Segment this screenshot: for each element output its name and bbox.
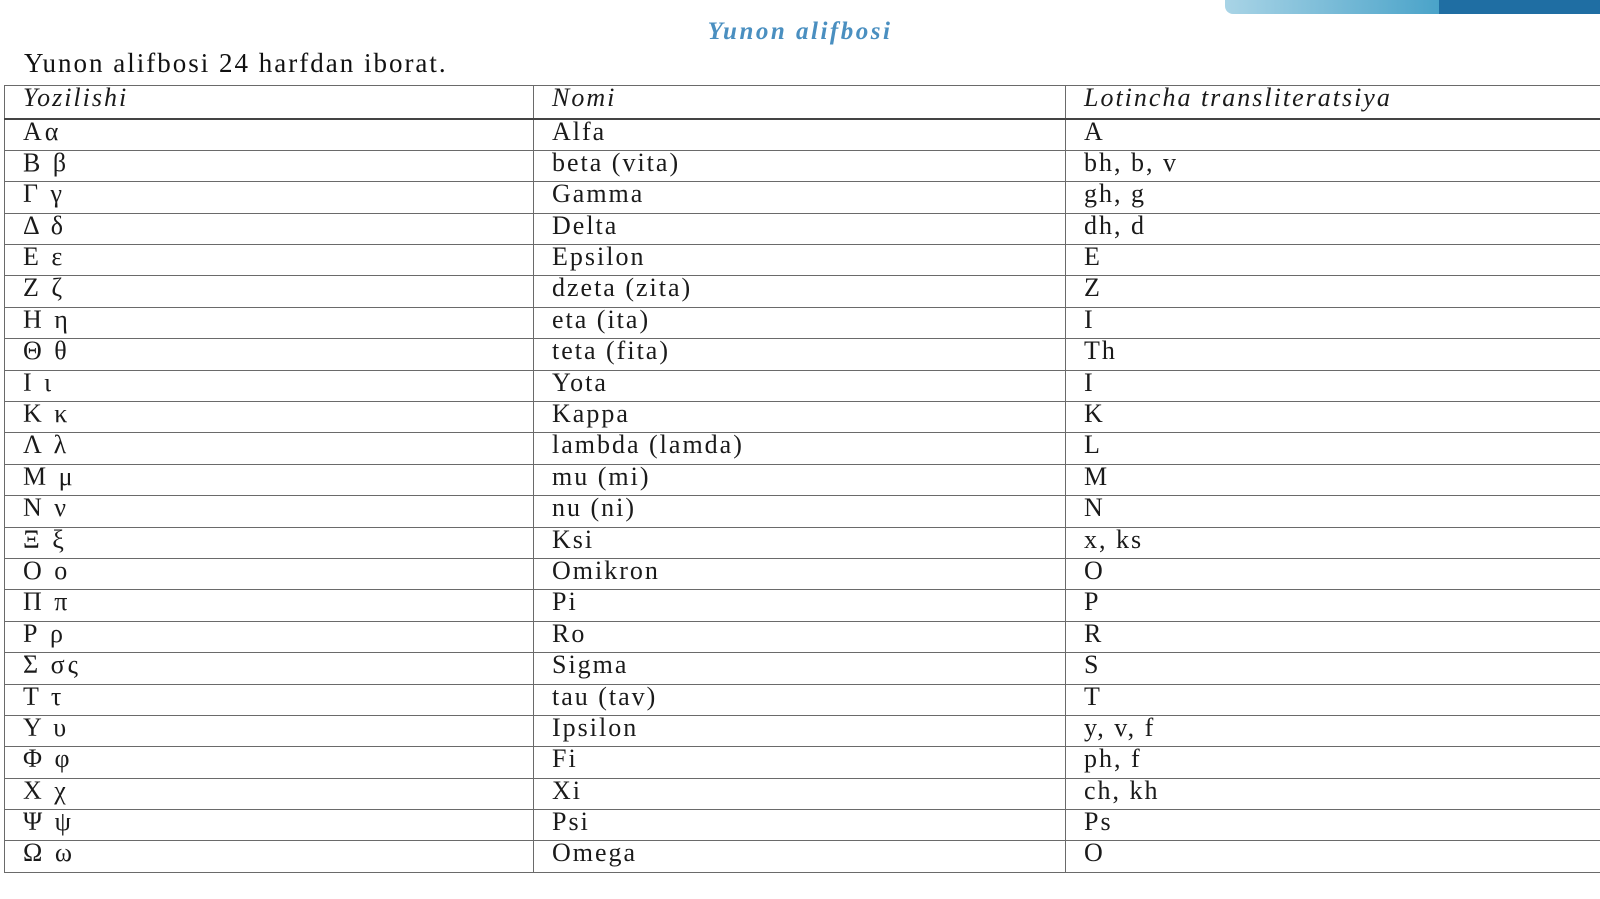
cell-transliteration: E [1066, 245, 1600, 276]
cell-letter: Θ θ [5, 339, 534, 370]
cell-letter: Δ δ [5, 213, 534, 244]
cell-name: beta (vita) [534, 150, 1066, 181]
table-row [5, 841, 1600, 872]
table-row [5, 464, 1600, 495]
cell-name: Delta [534, 213, 1066, 244]
cell-letter: Ε ε [5, 245, 534, 276]
cell-name: Xi [534, 778, 1066, 809]
cell-name: tau (tav) [534, 684, 1066, 715]
table-row [5, 276, 1600, 307]
table-row [5, 810, 1600, 841]
cell-transliteration: Th [1066, 339, 1600, 370]
table-row [5, 339, 1600, 370]
decorative-bar-light [1225, 0, 1439, 14]
cell-transliteration: T [1066, 684, 1600, 715]
table-row [5, 496, 1600, 527]
table-row [5, 590, 1600, 621]
cell-name: Alfa [534, 119, 1066, 150]
cell-letter: Η η [5, 307, 534, 338]
cell-name: Ro [534, 621, 1066, 652]
cell-transliteration: ph, f [1066, 747, 1600, 778]
cell-name: Kappa [534, 402, 1066, 433]
cell-transliteration: L [1066, 433, 1600, 464]
table-row [5, 433, 1600, 464]
cell-letter: Ζ ζ [5, 276, 534, 307]
cell-name: lambda (lamda) [534, 433, 1066, 464]
table-row [5, 621, 1600, 652]
table-row [5, 558, 1600, 589]
cell-transliteration: I [1066, 370, 1600, 401]
cell-letter: Ν ν [5, 496, 534, 527]
table-row [5, 150, 1600, 181]
table-row [5, 213, 1600, 244]
cell-name: nu (ni) [534, 496, 1066, 527]
cell-name: Yota [534, 370, 1066, 401]
cell-letter: Τ τ [5, 684, 534, 715]
cell-letter: Σ σς [5, 653, 534, 684]
table-row [5, 245, 1600, 276]
table-row [5, 778, 1600, 809]
cell-name: Gamma [534, 182, 1066, 213]
decorative-bar-dark [1439, 0, 1600, 14]
cell-transliteration: S [1066, 653, 1600, 684]
cell-transliteration: x, ks [1066, 527, 1600, 558]
cell-name: Omikron [534, 558, 1066, 589]
cell-letter: Β β [5, 150, 534, 181]
header-name: Nomi [534, 86, 1066, 120]
cell-name: Epsilon [534, 245, 1066, 276]
cell-transliteration: y, v, f [1066, 715, 1600, 746]
cell-transliteration: P [1066, 590, 1600, 621]
table-row [5, 402, 1600, 433]
table-row [5, 715, 1600, 746]
cell-transliteration: A [1066, 119, 1600, 150]
cell-transliteration: R [1066, 621, 1600, 652]
page-title: Yunon alifbosi [707, 18, 893, 45]
cell-letter: Ξ ξ [5, 527, 534, 558]
table-row [5, 182, 1600, 213]
cell-transliteration: M [1066, 464, 1600, 495]
cell-transliteration: bh, b, v [1066, 150, 1600, 181]
table-row [5, 527, 1600, 558]
table-header-row [5, 86, 1600, 120]
cell-letter: Ι ι [5, 370, 534, 401]
cell-transliteration: gh, g [1066, 182, 1600, 213]
cell-name: teta (fita) [534, 339, 1066, 370]
cell-transliteration: O [1066, 558, 1600, 589]
table-row [5, 307, 1600, 338]
cell-transliteration: Ps [1066, 810, 1600, 841]
table-body [5, 119, 1600, 872]
cell-letter: Υ υ [5, 715, 534, 746]
cell-letter: Π π [5, 590, 534, 621]
cell-transliteration: dh, d [1066, 213, 1600, 244]
cell-transliteration: N [1066, 496, 1600, 527]
table-row [5, 653, 1600, 684]
decorative-top-bar [1225, 0, 1600, 14]
table-row [5, 747, 1600, 778]
cell-letter: Ψ ψ [5, 810, 534, 841]
cell-letter: Ο ο [5, 558, 534, 589]
cell-letter: Χ χ [5, 778, 534, 809]
cell-letter: Μ μ [5, 464, 534, 495]
cell-name: Psi [534, 810, 1066, 841]
cell-letter: Αα [5, 119, 534, 150]
cell-letter: Φ φ [5, 747, 534, 778]
header-writing: Yozilishi [5, 86, 534, 120]
cell-letter: Ρ ρ [5, 621, 534, 652]
cell-transliteration: K [1066, 402, 1600, 433]
cell-letter: Ω ω [5, 841, 534, 872]
table-row [5, 684, 1600, 715]
cell-transliteration: ch, kh [1066, 778, 1600, 809]
cell-name: Omega [534, 841, 1066, 872]
cell-name: dzeta (zita) [534, 276, 1066, 307]
cell-name: Fi [534, 747, 1066, 778]
cell-transliteration: I [1066, 307, 1600, 338]
header-transliteration: Lotincha transliteratsiya [1066, 86, 1600, 120]
cell-letter: Γ γ [5, 182, 534, 213]
cell-name: eta (ita) [534, 307, 1066, 338]
cell-letter: Λ λ [5, 433, 534, 464]
greek-alphabet-table [4, 85, 1600, 873]
cell-name: Pi [534, 590, 1066, 621]
cell-letter: Κ κ [5, 402, 534, 433]
cell-name: Ipsilon [534, 715, 1066, 746]
cell-transliteration: Z [1066, 276, 1600, 307]
cell-name: Ksi [534, 527, 1066, 558]
intro-text: Yunon alifbosi 24 harfdan iborat. [24, 48, 448, 78]
table-row [5, 370, 1600, 401]
cell-name: Sigma [534, 653, 1066, 684]
table-row [5, 119, 1600, 150]
cell-name: mu (mi) [534, 464, 1066, 495]
cell-transliteration: O [1066, 841, 1600, 872]
